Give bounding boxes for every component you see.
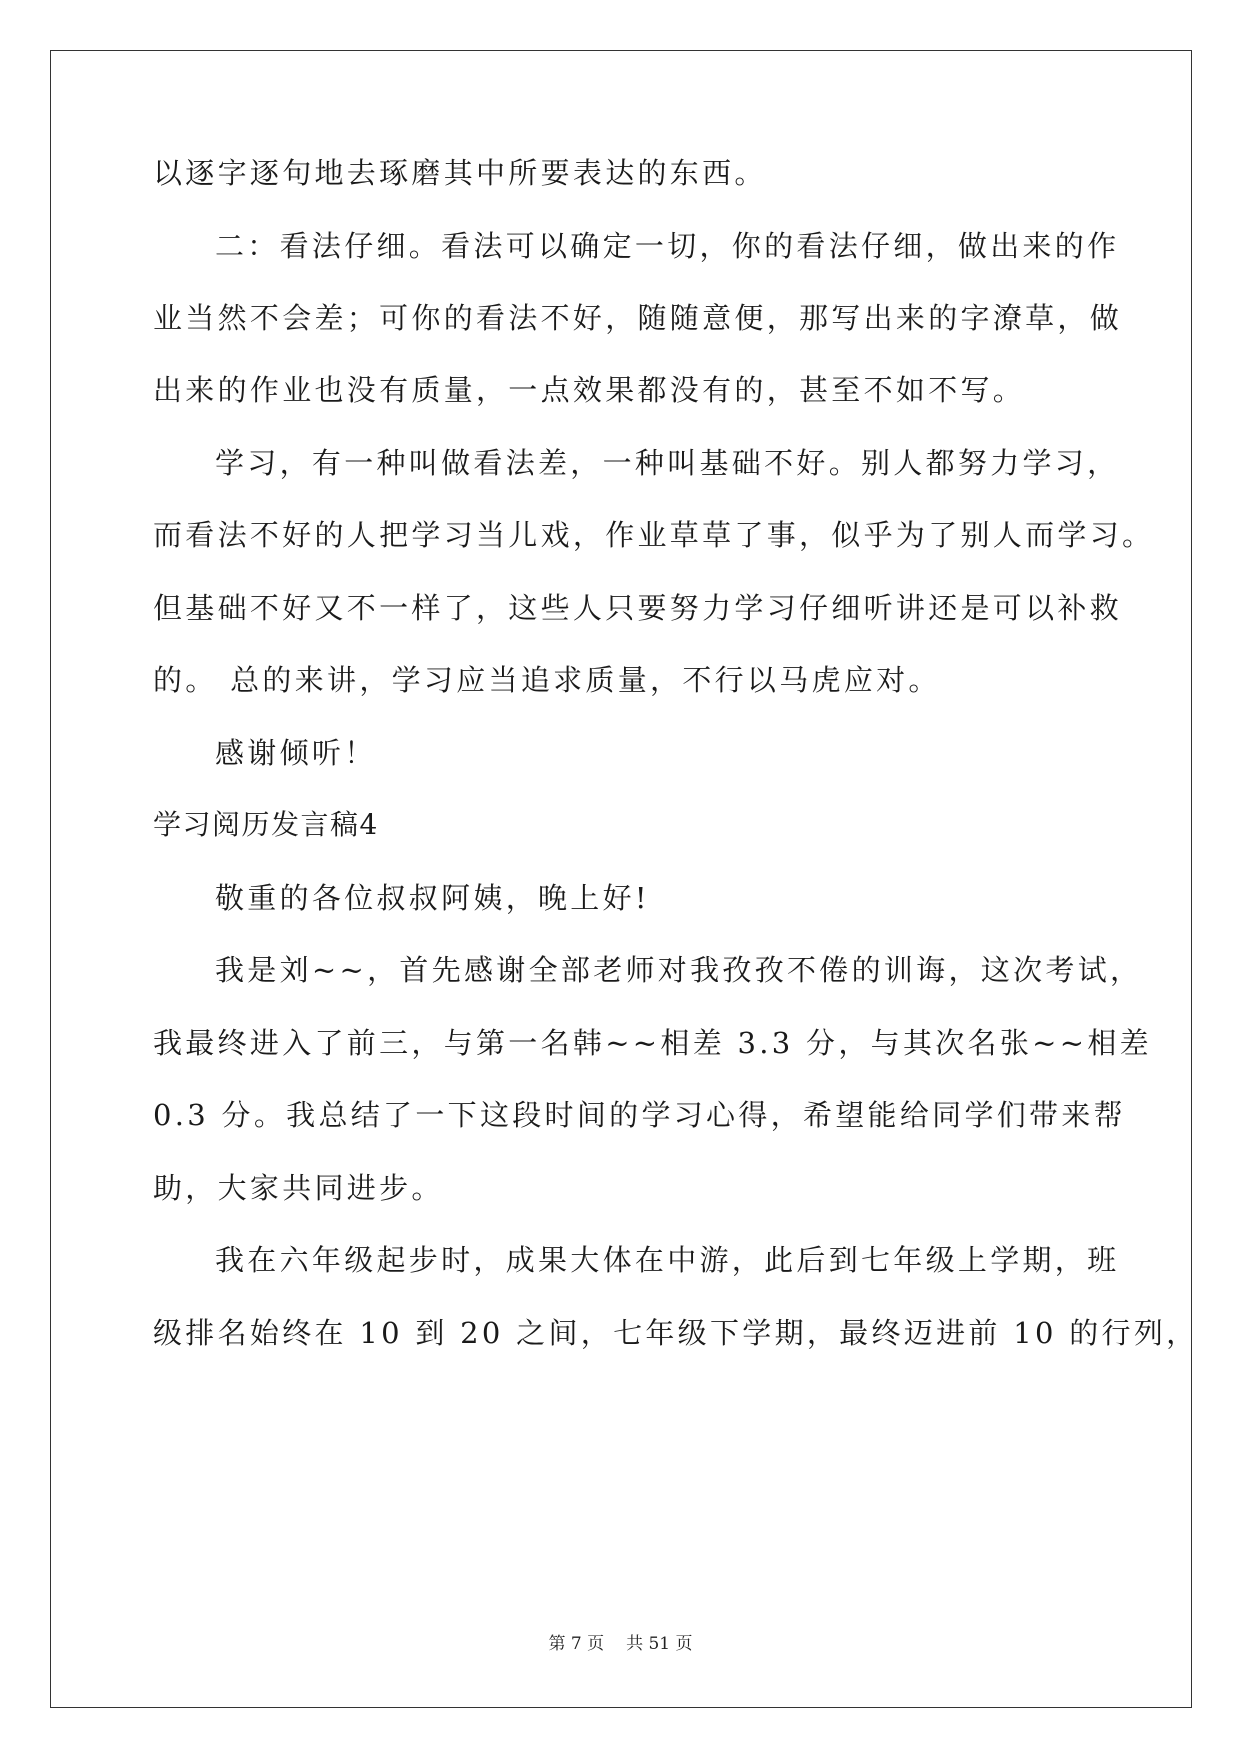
page-footer xyxy=(0,1633,1241,1655)
body-line: 感谢倾听！ xyxy=(215,736,377,770)
body-line: 出来的作业也没有质量，一点效果都没有的，甚至不如不写。 xyxy=(153,373,1026,407)
body-line: 但基础不好又不一样了，这些人只要努力学习仔细听讲还是可以补救 xyxy=(153,591,1123,625)
section-heading: 学习阅历发言稿4 xyxy=(153,808,379,841)
body-line: 而看法不好的人把学习当儿戏，作业草草了事，似乎为了别人而学习。 xyxy=(153,518,1155,552)
body-line: 敬重的各位叔叔阿姨，晚上好! xyxy=(215,881,650,915)
body-line: 学习，有一种叫做看法差，一种叫基础不好。别人都努力学习， xyxy=(215,446,1120,480)
body-line: 我最终进入了前三，与第一名韩~~相差 3.3 分，与其次名张~~相差 xyxy=(153,1026,1152,1060)
body-line: 二：看法仔细。看法可以确定一切，你的看法仔细，做出来的作 xyxy=(215,229,1120,263)
body-line: 的。 总的来讲，学习应当追求质量，不行以马虎应对。 xyxy=(153,663,941,697)
body-line: 我是刘~~，首先感谢全部老师对我孜孜不倦的训诲，这次考试， xyxy=(215,953,1143,987)
body-line: 我在六年级起步时，成果大体在中游，此后到七年级上学期，班 xyxy=(215,1243,1120,1277)
page-total: 共 51 页 xyxy=(626,1634,693,1654)
body-line: 以逐字逐句地去琢磨其中所要表达的东西。 xyxy=(153,156,767,190)
body-line: 助，大家共同进步。 xyxy=(153,1171,444,1205)
page-border xyxy=(50,50,1192,1708)
body-line: 级排名始终在 10 到 20 之间，七年级下学期，最终迈进前 10 的行列， xyxy=(153,1316,1199,1350)
page-number: 第 7 页 xyxy=(548,1634,605,1654)
body-line: 0.3 分。我总结了一下这段时间的学习心得，希望能给同学们带来帮 xyxy=(153,1098,1126,1132)
body-line: 业当然不会差；可你的看法不好，随随意便，那写出来的字潦草，做 xyxy=(153,301,1123,335)
